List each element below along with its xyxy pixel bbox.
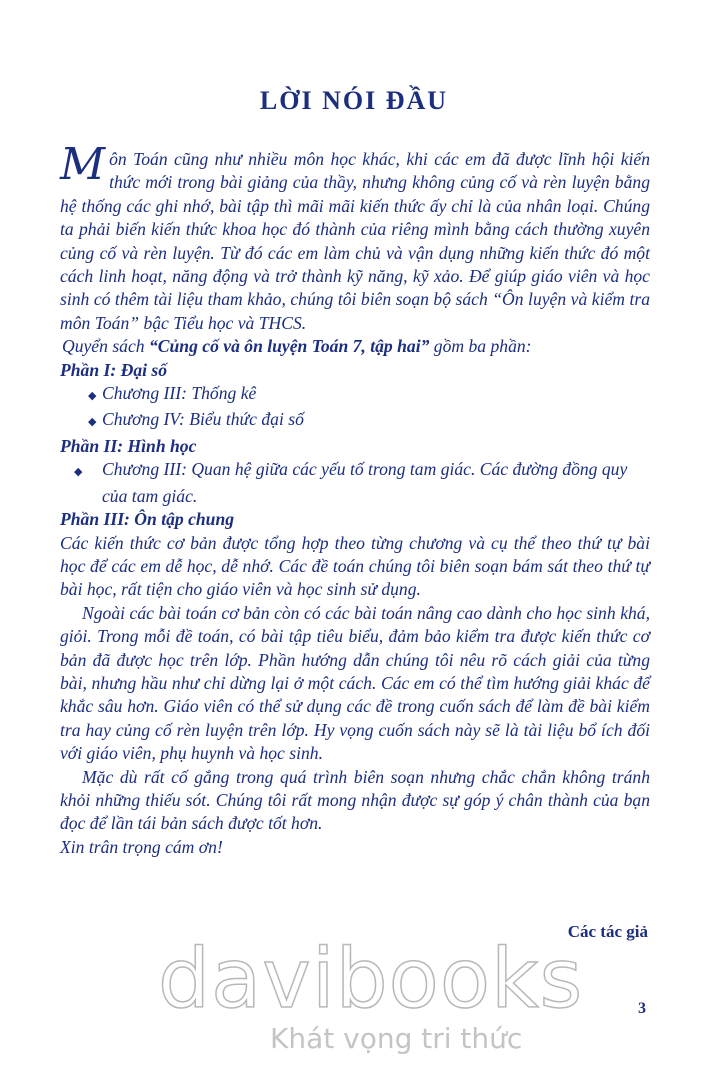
book-intro-prefix: Quyển sách — [62, 336, 149, 357]
diamond-bullet-icon: ◆ — [88, 416, 97, 429]
part-1-heading: Phần I: Đại số — [60, 359, 168, 380]
part-1-item-text: Chương IV: Biểu thức đại số — [102, 409, 304, 430]
diamond-bullet-icon: ◆ — [74, 466, 83, 479]
part-1-item — [60, 382, 650, 408]
paragraph: Ngoài các bài toán cơ bản còn có các bài toán nâng cao dành cho học sinh khá, giỏi. Trong mỗi đề toán, có bài tập tiêu biểu, đảm bảo kiểm tra được kiến thức cơ bản đã được học trên lớp. Phần hướng dẫn chúng tôi nêu rõ cách giải của từng bài, nhưng hầu như chỉ dừng lại ở một cách. Các em có thể tìm hướng giải khác để khắc sâu hơn. Giáo viên có thể sử dụng các đề trong cuốn sách để làm đề bài kiểm tra hay củng cố rèn luyện trên lớp. Hy vọng cuốn sách này sẽ là tài liệu bổ ích đối với giáo viên, phụ huynh và học sinh. — [60, 602, 650, 764]
page-title: LỜI NÓI ĐẦU — [259, 86, 449, 115]
part-1-item-text: Chương III: Thống kê — [102, 383, 257, 404]
body-text — [60, 139, 650, 859]
part-2-heading: Phần II: Hình học — [60, 435, 197, 456]
intro-paragraph — [60, 139, 650, 335]
closing-line: Xin trân trọng cám ơn! — [60, 836, 223, 857]
paragraph: Mặc dù rất cố gắng trong quá trình biên soạn nhưng chắc chắn không tránh khỏi những thiếu sót. Chúng tôi rất mong nhận được sự góp ý chân thành của bạn đọc để lần tái bản sách được tốt hơn. — [60, 766, 650, 834]
intro-text: ôn Toán cũng như nhiều môn học khác, khi các em đã được lĩnh hội kiến thức mới trong bài giảng của thầy, nhưng không củng cố và rèn luyện bằng hệ thống các ghi nhớ, bài tập thì mãi mãi kiến thức ấy chỉ là của nhân loại. Chúng ta phải biến kiến thức khoa học đó thành của riêng mình bằng cách thường xuyên củng cố và rèn luyện. Từ đó các em làm chủ và vận dụng những kiến thức đó một cách linh hoạt, năng động và trở thành kỹ năng, kỹ xảo. Để giúp giáo viên và học sinh có thêm tài liệu tham khảo, chúng tôi biên soạn bộ sách “Ôn luyện và kiểm tra môn Toán” bậc Tiểu học và THCS. — [60, 149, 650, 333]
part-2-item-text: Chương III: Quan hệ giữa các yếu tố trong tam giác. Các đường đồng quy của tam giác. — [102, 459, 628, 506]
paragraph: Các kiến thức cơ bản được tổng hợp theo từng chương và cụ thể theo thứ tự bài học để các em dễ học, dễ nhớ. Các đề toán chúng tôi biên soạn bám sát theo thứ tự bài học, rất tiện cho giáo viên và học sinh sử dụng. — [60, 532, 650, 600]
watermark-logo: davibooks — [158, 932, 584, 1027]
watermark-tagline: Khát vọng tri thức — [270, 1022, 523, 1055]
drop-cap: M — [60, 139, 106, 190]
book-intro-paragraph — [60, 335, 650, 358]
part-2-item — [60, 458, 650, 508]
part-3-heading: Phần III: Ôn tập chung — [60, 509, 235, 530]
signature: Các tác giả — [567, 922, 648, 941]
book-title: “Củng cố và ôn luyện Toán 7, tập hai” — [148, 336, 430, 357]
part-1-item — [60, 408, 650, 434]
book-intro-suffix: gồm ba phần: — [429, 336, 532, 357]
diamond-bullet-icon: ◆ — [88, 390, 97, 403]
page-number: 3 — [638, 1000, 646, 1017]
